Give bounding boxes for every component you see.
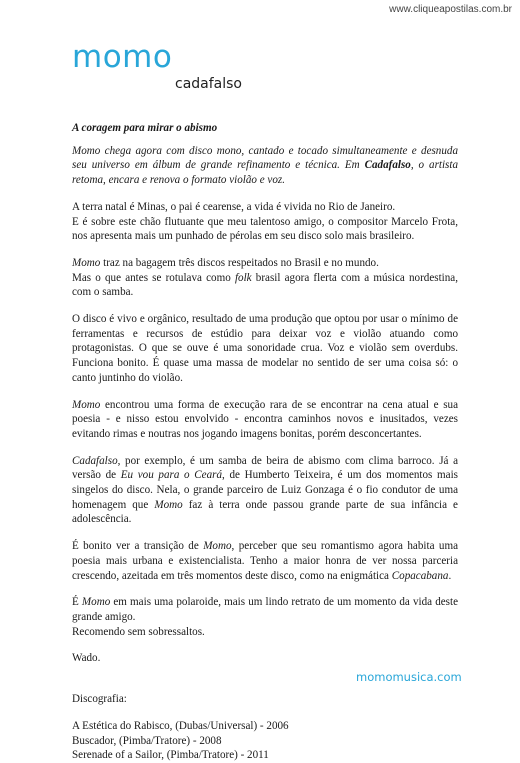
discography-item: A Estética do Rabisco, (Dubas/Universal) - 2006 bbox=[72, 719, 289, 732]
paragraph-text: É bbox=[72, 596, 82, 609]
paragraph-text: brasil agora flerta com a música nordestina, com o samba. bbox=[72, 271, 458, 299]
artist-name: Momo bbox=[203, 540, 232, 553]
song-title: Eu vou para o Ceará bbox=[120, 469, 223, 482]
discography-item: Serenade of a Sailor, (Pimba/Tratore) - 2011 bbox=[72, 749, 269, 762]
site-url-link[interactable]: www.cliqueapostilas.com.br bbox=[389, 4, 512, 15]
article bbox=[72, 121, 458, 763]
artist-name: Momo bbox=[154, 498, 183, 511]
artist-name: Momo bbox=[72, 398, 101, 411]
article-lead bbox=[72, 144, 458, 188]
paragraph-text: , de Humberto Teixeira, é um dos momentos mais singelos do disco. Nela, o grande parceiro de Luiz Gonzaga é o fio condutor de uma homenagem que bbox=[72, 469, 458, 511]
genre-term: folk bbox=[234, 271, 252, 284]
discography-title: Discografia: bbox=[72, 693, 127, 706]
paragraph: E é sobre este chão flutuante que meu talentoso amigo, o compositor Marcelo Frota, nos apresenta mais um punhado de pérolas em seu disco solo mais brasileiro. bbox=[72, 215, 458, 243]
lead-album-name: Cadafalso bbox=[364, 159, 411, 172]
paragraph bbox=[72, 398, 458, 442]
footer-url-link[interactable]: momomusica.com bbox=[356, 670, 462, 684]
signature: Wado. bbox=[72, 652, 101, 665]
album-title: cadafalso bbox=[175, 76, 242, 92]
paragraph bbox=[72, 271, 458, 300]
paragraph-text: , por exemplo, é um samba de beira de abismo com clima barroco. Já a versão de bbox=[72, 454, 458, 482]
lead-text: Momo chega agora com disco mono, cantado e tocado simultaneamente e desnuda seu universo em álbum de grande refinamento e técnica. Em bbox=[72, 144, 458, 172]
paragraph-text: Mas o que antes se rotulava como bbox=[72, 271, 235, 284]
paragraph-text: . bbox=[448, 569, 452, 582]
paragraph-text: traz na bagagem três discos respeitados no Brasil e no mundo. bbox=[100, 256, 379, 269]
discography-item: Buscador, (Pimba/Tratore) - 2008 bbox=[72, 734, 222, 747]
paragraph-text: encontrou uma forma de execução rara de se encontrar na cena atual e sua poesia - e nisso estou envolvido - encontra caminhos novos e inusitados, vezes evitando rimas e noutras nos jogando imagens bonitas, porém desconcertantes. bbox=[72, 398, 458, 440]
song-title: Cadafalso bbox=[72, 454, 118, 467]
paragraph bbox=[72, 595, 458, 624]
paragraph-text: faz à terra onde passou grande parte de sua infância e adolescência. bbox=[72, 498, 458, 526]
discography-list bbox=[72, 719, 458, 763]
artist-name: Momo bbox=[81, 596, 111, 609]
paragraph: Recomendo sem sobressaltos. bbox=[72, 625, 205, 638]
paragraph bbox=[72, 454, 458, 528]
paragraph bbox=[72, 256, 458, 271]
artist-logo: momo bbox=[72, 39, 173, 75]
artist-name: Momo bbox=[72, 256, 101, 269]
paragraph-text: em mais uma polaroide, mais um lindo retrato de um momento da vida deste grande amigo. bbox=[72, 596, 458, 623]
paragraph-text: , perceber que seu romantismo agora habita uma poesia mais urbana e existencialista. Tenho a maior honra de ver nossa parceria crescendo, azeitada em três momentos deste disco, como na enigmática bbox=[72, 540, 459, 582]
paragraph-text: É bonito ver a transição de bbox=[72, 540, 204, 553]
lead-text: , o artista retoma, encara e renova o formato violão e voz. bbox=[72, 159, 459, 187]
paragraph bbox=[72, 539, 458, 583]
paragraph: O disco é vivo e orgânico, resultado de uma produção que optou por usar o mínimo de ferramentas e recursos de estúdio para deixar voz e violão atuando como protagonistas. O que se ouve é uma sonoridade crua. Voz e violão sem overdubs. Funciona bonito. É quase uma massa de modelar no sentido de ser uma coisa só: o canto juntinho do violão. bbox=[72, 313, 458, 384]
song-title: Copacabana bbox=[391, 569, 449, 582]
article-heading: A coragem para mirar o abismo bbox=[72, 122, 218, 134]
paragraph: A terra natal é Minas, o pai é cearense, a vida é vivida no Rio de Janeiro. bbox=[72, 200, 396, 213]
